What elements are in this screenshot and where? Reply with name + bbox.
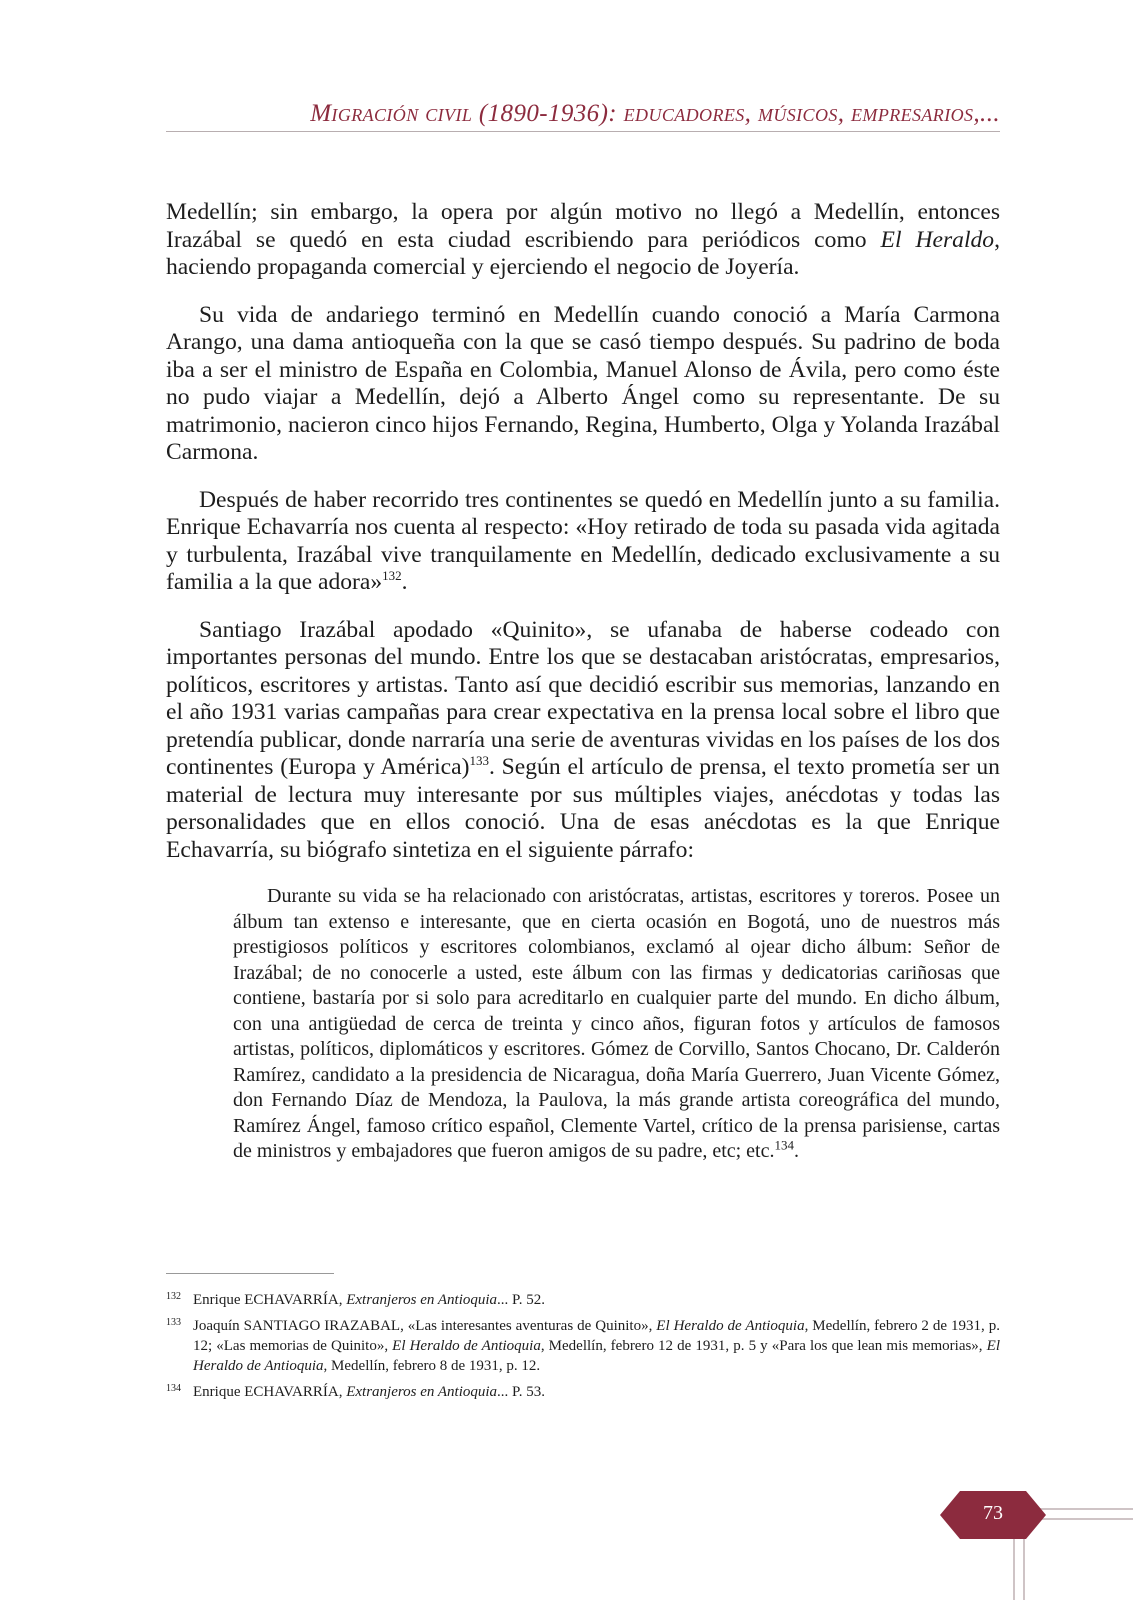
header-rule — [166, 131, 1000, 132]
footnote-text: Joaquín SANTIAGO IRAZABAL, «Las interesantes aventuras de Quinito», El Heraldo de Antioquia, Medellín, febrero 2 de 1931, p. 12; «Las memorias de Quinito», El Heraldo de Antioquia, Medellín, febrero 12 de 1931, p. 5 y «Para los que lean mis memorias», El Heraldo de Antioquia, Medellín, febrero 8 de 1931, p. 12. — [193, 1318, 1000, 1374]
footnote-number: 133 — [166, 1317, 181, 1328]
footnote-134 — [166, 1382, 1000, 1402]
paragraph-1: Medellín; sin embargo, la opera por algún motivo no llegó a Medellín, entonces Irazábal se quedó en esta ciudad escribiendo para periódicos como El Heraldo, haciendo propaganda comercial y ejerciendo el negocio de Joyería. — [166, 199, 1000, 280]
footnote-ref-133[interactable]: 133 — [469, 753, 489, 769]
footnote-133 — [166, 1316, 1000, 1376]
footnote-number: 132 — [166, 1291, 181, 1302]
footnote-132 — [166, 1290, 1000, 1310]
footnote-ref-134[interactable]: 134 — [774, 1137, 794, 1153]
footnote-text: Enrique ECHAVARRÍA, Extranjeros en Antioquia... P. 52. — [193, 1292, 545, 1308]
main-text — [166, 199, 1000, 1165]
page-number: 73 — [983, 1502, 1003, 1524]
footnote-separator — [166, 1273, 334, 1274]
paragraph-2: Su vida de andariego terminó en Medellín cuando conoció a María Carmona Arango, una dama antioqueña con la que se casó tiempo después. Su padrino de boda iba a ser el ministro de España en Colombia, Manuel Alonso de Ávila, pero como éste no pudo viajar a Medellín, dejó a Alberto Ángel como su representante. De su matrimonio, nacieron cinco hijos Fernando, Regina, Humberto, Olga y Yolanda Irazábal Carmona. — [166, 301, 1000, 465]
paragraph-4: Santiago Irazábal apodado «Quinito», se ufanaba de haberse codeado con importantes personas del mundo. Entre los que se destacaban aristócratas, empresarios, políticos, escritores y artistas. Tanto así que decidió escribir sus memorias, lanzando en el año 1931 varias campañas para crear expectativa en la prensa local sobre el libro que pretendía publicar, donde narraría una serie de aventuras vividas en los países de los dos continentes (Europa y América)$^{133}$. Según el artículo de prensa, el texto prometía ser un material de lectura muy interesante por sus múltiples viajes, anécdotas y todas las personalidades que en ellos conoció. Una de esas anécdotas es la que Enrique Echavarría, su biógrafo sintetiza en el siguiente párrafo: — [166, 616, 1000, 863]
footnotes — [166, 1290, 1000, 1408]
paragraph-3: Después de haber recorrido tres continentes se quedó en Medellín junto a su familia. Enrique Echavarría nos cuenta al respecto: «Hoy retirado de toda su pasada vida agitada y turbulenta, Irazábal vive tranquilamente en Medellín, dedicado exclusivamente a su familia a la que adora»$^{132}$. — [166, 486, 1000, 595]
footnote-ref-132[interactable]: 132 — [382, 568, 402, 584]
footnote-text: Enrique ECHAVARRÍA, Extranjeros en Antioquia... P. 53. — [193, 1384, 545, 1400]
footnote-number: 134 — [166, 1383, 181, 1394]
block-quote: Durante su vida se ha relacionado con aristócratas, artistas, escritores y toreros. Posee un álbum tan extenso e interesante, que en cierta ocasión en Bogotá, uno de nuestros más prestigiosos políticos y escritores colombianos, exclamó al ojear dicho álbum: Señor de Irazábal; de no conocerle a usted, este álbum con las firmas y dedicatorias cariñosas que contiene, bastaría por si solo para acreditarlo en cualquier parte del mundo. En dicho álbum, con una antigüedad de cerca de treinta y cinco años, figuran fotos y artículos de famosos artistas, políticos, diplomáticos y escritores. Gómez de Corvillo, Santos Chocano, Dr. Calderón Ramírez, candidato a la presidencia de Nicaragua, doña María Guerrero, Juan Vicente Gómez, don Fernando Díaz de Mendoza, la Paulova, la más grande artista coreográfica del mundo, Ramírez Ángel, famoso crítico español, Clemente Vartel, crítico de la prensa parisiense, cartas de ministros y embajadores que fueron amigos de su padre, etc; etc.$^{134}$. — [233, 885, 1000, 1162]
running-header: Migración civil (1890-1936): educadores, músicos, empresarios,... — [310, 100, 1000, 127]
